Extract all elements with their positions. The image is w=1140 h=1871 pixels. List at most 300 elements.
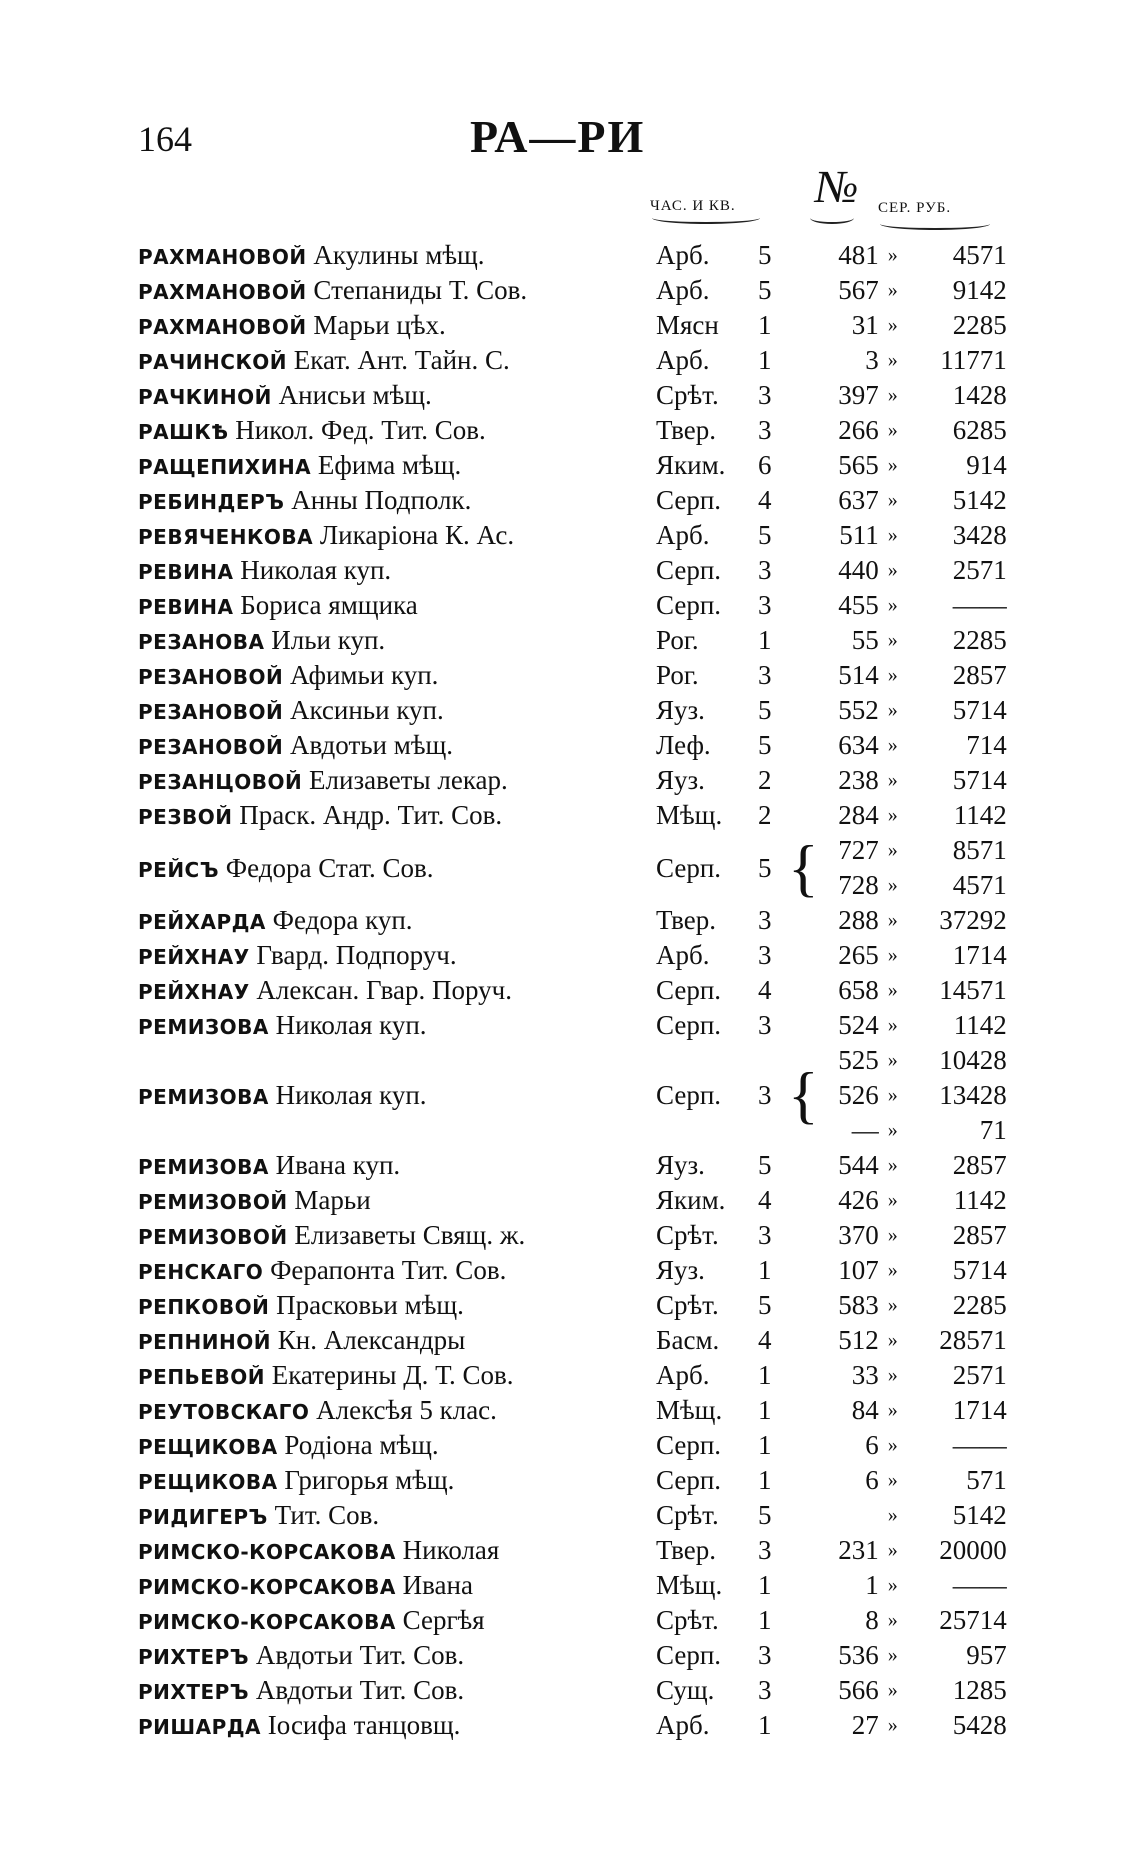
entry-name	[138, 1463, 656, 1498]
entry-quarter: 5	[758, 695, 772, 725]
entry-part: Серп.	[656, 1080, 722, 1110]
separators	[879, 413, 907, 448]
entry-surname: РЕПКОВОЙ	[138, 1295, 270, 1319]
entry-surname: РИШАРДА	[138, 1715, 262, 1739]
entry-numbers	[819, 1463, 879, 1498]
entry-numbers	[819, 1568, 879, 1603]
entry-name	[138, 378, 656, 413]
separator-mark: »	[887, 734, 898, 756]
entry-quarter: 5	[758, 1150, 772, 1180]
entry-surname: РЕЗАНОВОЙ	[138, 665, 284, 689]
separators	[879, 1568, 907, 1603]
entry-numbers	[819, 273, 879, 308]
entry-surname: РЕЙХАРДА	[138, 910, 266, 934]
entry-prices	[907, 1358, 1007, 1393]
entry-number: 266	[838, 415, 879, 445]
entry-quarter: 1	[758, 1605, 772, 1635]
separators	[879, 623, 907, 658]
curly-brace	[788, 1498, 819, 1533]
entry-number: 514	[838, 660, 879, 690]
entry-surname: РЕЙСЪ	[138, 857, 220, 882]
entry-numbers	[819, 903, 879, 938]
curly-brace	[788, 553, 819, 588]
entry-quarter: 1	[758, 345, 772, 375]
curly-brace	[788, 1568, 819, 1603]
entry-surname: РЕЩИКОВА	[138, 1470, 278, 1494]
separator-mark: »	[887, 1679, 898, 1701]
entry-price: 1714	[952, 1395, 1007, 1425]
entry-number: 107	[838, 1255, 879, 1285]
entry-prices	[907, 1253, 1007, 1288]
entry-prices	[907, 378, 1007, 413]
entry-number: 728	[838, 870, 879, 900]
separator-mark: »	[887, 244, 898, 266]
curly-brace	[788, 238, 819, 273]
entry-name	[138, 763, 656, 798]
table-row	[138, 658, 1007, 693]
separator-mark: »	[887, 1539, 898, 1561]
column-brace	[880, 218, 990, 230]
entry-number: 567	[838, 275, 879, 305]
separators	[879, 378, 907, 413]
entry-surname: РЕМИЗОВОЙ	[138, 1225, 288, 1249]
entry-part: Яуз.	[656, 695, 705, 725]
separators	[879, 1323, 907, 1358]
entry-price: 37292	[939, 905, 1007, 935]
curly-brace	[788, 1673, 819, 1708]
entry-given: Бориса ямщика	[240, 590, 418, 620]
entry-price: 2571	[952, 1360, 1007, 1390]
entry-given: Екат. Ант. Тайн. С.	[293, 345, 510, 375]
entry-number: 634	[838, 730, 879, 760]
table-row	[138, 1008, 1007, 1043]
entry-prices	[907, 273, 1007, 308]
entry-name	[138, 623, 656, 658]
table-row	[138, 1043, 1007, 1148]
entry-part: Серп.	[656, 1640, 722, 1670]
entry-price: 13428	[939, 1080, 1007, 1110]
entry-number: 6	[865, 1430, 879, 1460]
entry-numbers	[819, 1008, 879, 1043]
table-row	[138, 1358, 1007, 1393]
separator-mark: »	[887, 384, 898, 406]
entry-numbers	[819, 763, 879, 798]
separators	[879, 658, 907, 693]
curly-brace	[788, 623, 819, 658]
entry-numbers	[819, 798, 879, 833]
curly-brace	[788, 308, 819, 343]
entry-price: 9142	[952, 275, 1007, 305]
entry-number: 3	[865, 345, 879, 375]
entry-prices	[907, 483, 1007, 518]
entry-name	[138, 1603, 656, 1638]
entry-number: 6	[865, 1465, 879, 1495]
column-brace	[652, 212, 760, 224]
table-row	[138, 1288, 1007, 1323]
entry-quarter: 2	[758, 800, 772, 830]
entry-prices	[907, 1463, 1007, 1498]
entry-part: Яким.	[656, 1185, 726, 1215]
entry-numbers	[819, 1218, 879, 1253]
entry-quarter: 1	[758, 1395, 772, 1425]
entry-part: Яуз.	[656, 1255, 705, 1285]
entry-price: ——	[952, 1570, 1007, 1600]
separator-mark: »	[887, 1014, 898, 1036]
entry-quarter: 3	[758, 1010, 772, 1040]
entry-name	[138, 1498, 656, 1533]
entry-name	[138, 238, 656, 273]
entry-price: 5714	[952, 1255, 1007, 1285]
entry-numbers	[819, 693, 879, 728]
entry-given: Ивана	[402, 1570, 473, 1600]
entry-price: 20000	[939, 1535, 1007, 1565]
separator-mark: »	[887, 874, 898, 896]
curly-brace	[788, 518, 819, 553]
separators	[879, 308, 907, 343]
entry-part: Арб.	[656, 1710, 710, 1740]
entry-surname: РИМСКО-КОРСАКОВА	[138, 1540, 396, 1564]
entry-numbers	[819, 728, 879, 763]
entry-number: 565	[838, 450, 879, 480]
entry-given: Родіона мѣщ.	[284, 1430, 439, 1460]
entry-number: 727	[838, 835, 879, 865]
separators	[879, 1673, 907, 1708]
entry-part: Мясн	[656, 310, 719, 340]
curly-brace	[788, 1603, 819, 1638]
curly-brace	[788, 728, 819, 763]
entry-quarter: 1	[758, 310, 772, 340]
entry-number: 426	[838, 1185, 879, 1215]
curly-brace	[788, 1393, 819, 1428]
entry-numbers	[819, 658, 879, 693]
separators	[879, 1358, 907, 1393]
separator-mark: »	[887, 839, 898, 861]
separators	[879, 518, 907, 553]
table-row	[138, 1183, 1007, 1218]
entry-part: Арб.	[656, 275, 710, 305]
entry-surname: РАЧИНСКОЙ	[138, 350, 288, 374]
entry-part: Серп.	[656, 1430, 722, 1460]
entry-number: —	[851, 1115, 879, 1145]
entry-surname: РИМСКО-КОРСАКОВА	[138, 1610, 396, 1634]
separators	[879, 1603, 907, 1638]
curly-brace	[788, 938, 819, 973]
entry-numbers	[819, 1148, 879, 1183]
entry-prices	[907, 1043, 1007, 1148]
entry-number: 27	[851, 1710, 879, 1740]
entry-given: Авдотьи мѣщ.	[289, 730, 454, 760]
table-row	[138, 728, 1007, 763]
entry-number: 566	[838, 1675, 879, 1705]
entry-name	[138, 658, 656, 693]
entry-surname: РАЩЕПИХИНА	[138, 455, 312, 479]
separator-mark: »	[887, 279, 898, 301]
entry-price: 714	[966, 730, 1007, 760]
entry-surname: РЕЗВОЙ	[138, 805, 233, 829]
entry-quarter: 5	[758, 730, 772, 760]
separators	[879, 903, 907, 938]
entry-name	[138, 973, 656, 1008]
separators	[879, 728, 907, 763]
entry-prices	[907, 1673, 1007, 1708]
entry-prices	[907, 693, 1007, 728]
entry-prices	[907, 1183, 1007, 1218]
table-row	[138, 1218, 1007, 1253]
entry-numbers	[819, 1393, 879, 1428]
entry-numbers	[819, 1638, 879, 1673]
table-row	[138, 1498, 1007, 1533]
entry-numbers	[819, 1323, 879, 1358]
curly-brace	[788, 693, 819, 728]
separator-mark: »	[887, 454, 898, 476]
table-row	[138, 1323, 1007, 1358]
table-row	[138, 1638, 1007, 1673]
curly-brace	[788, 973, 819, 1008]
table-row	[138, 798, 1007, 833]
entry-given: Аксиньи куп.	[289, 695, 444, 725]
entry-price: 2857	[952, 1150, 1007, 1180]
separator-mark: »	[887, 769, 898, 791]
separator-mark: »	[887, 944, 898, 966]
entry-prices	[907, 1393, 1007, 1428]
entry-number: 481	[838, 240, 879, 270]
entry-prices	[907, 938, 1007, 973]
table-row	[138, 378, 1007, 413]
table-row	[138, 973, 1007, 1008]
entry-part: Яким.	[656, 450, 726, 480]
entry-quarter: 5	[758, 275, 772, 305]
separators	[879, 1428, 907, 1463]
table-row	[138, 238, 1007, 273]
entry-part: Серп.	[656, 975, 722, 1005]
entry-numbers	[819, 1253, 879, 1288]
register-table	[138, 238, 1007, 1743]
table-row	[138, 1603, 1007, 1638]
table-row	[138, 308, 1007, 343]
entry-numbers	[819, 553, 879, 588]
entry-given: Ефима мѣщ.	[317, 450, 462, 480]
entry-name	[138, 1673, 656, 1708]
entry-surname: РАХМАНОВОЙ	[138, 245, 307, 269]
entry-quarter: 4	[758, 485, 772, 515]
entry-name	[138, 553, 656, 588]
entry-name	[138, 1218, 656, 1253]
entry-name	[138, 1708, 656, 1743]
separator-mark: »	[887, 1049, 898, 1071]
entry-given: Авдотьи Тит. Сов.	[255, 1675, 465, 1705]
separator-mark: »	[887, 1504, 898, 1526]
entry-name	[138, 483, 656, 518]
entry-price: 5714	[952, 765, 1007, 795]
separators	[879, 448, 907, 483]
entry-number: 238	[838, 765, 879, 795]
entry-prices	[907, 588, 1007, 623]
entry-prices	[907, 413, 1007, 448]
curly-brace	[788, 1708, 819, 1743]
curly-brace	[788, 483, 819, 518]
entry-number	[819, 1498, 879, 1533]
entry-given: Федора Стат. Сов.	[225, 852, 434, 883]
curly-brace	[788, 1008, 819, 1043]
entry-part: Срѣт.	[656, 1220, 719, 1250]
entry-given: Афимьи куп.	[289, 660, 439, 690]
entry-numbers	[819, 483, 879, 518]
entry-numbers	[819, 448, 879, 483]
entry-name	[138, 1183, 656, 1218]
entry-prices	[907, 763, 1007, 798]
entry-name	[138, 1008, 656, 1043]
table-row	[138, 1428, 1007, 1463]
entry-number: 397	[838, 380, 879, 410]
entry-price: 6285	[952, 415, 1007, 445]
entry-price: 2857	[952, 1220, 1007, 1250]
curly-brace	[788, 1463, 819, 1498]
entry-part: Срѣт.	[656, 1500, 719, 1530]
entry-part: Срѣт.	[656, 380, 719, 410]
table-row	[138, 1253, 1007, 1288]
entry-number: 658	[838, 975, 879, 1005]
entry-numbers	[819, 1183, 879, 1218]
separators	[879, 553, 907, 588]
entry-part: Срѣт.	[656, 1290, 719, 1320]
separators	[879, 1393, 907, 1428]
entry-price: ——	[952, 1430, 1007, 1460]
separators	[879, 1463, 907, 1498]
entry-surname: РЕМИЗОВА	[138, 1085, 269, 1109]
entry-given: Алексѣя 5 клас.	[316, 1395, 497, 1425]
entry-number: 512	[838, 1325, 879, 1355]
entry-surname: РЕЗАНЦОВОЙ	[138, 770, 303, 794]
entry-given: Николая	[402, 1535, 500, 1565]
entry-part: Серп.	[656, 485, 722, 515]
separators	[879, 588, 907, 623]
entry-price: 957	[966, 1640, 1007, 1670]
separators	[879, 1008, 907, 1043]
entry-price: 28571	[939, 1325, 1007, 1355]
entry-prices	[907, 1533, 1007, 1568]
entry-prices	[907, 553, 1007, 588]
separator-mark: »	[887, 1609, 898, 1631]
entry-prices	[907, 1498, 1007, 1533]
entry-given: Праск. Андр. Тит. Сов.	[239, 800, 503, 830]
entry-price: 4571	[952, 870, 1007, 900]
entry-numbers	[819, 973, 879, 1008]
column-header-number: №	[815, 161, 859, 212]
curly-brace: {	[788, 1059, 819, 1131]
entry-quarter: 5	[758, 852, 772, 883]
entry-price: 1142	[953, 800, 1007, 830]
entry-number: 455	[838, 590, 879, 620]
entry-price: 1428	[952, 380, 1007, 410]
entry-price: 25714	[939, 1605, 1007, 1635]
entry-surname: РАШКѢ	[138, 420, 229, 444]
separator-mark: »	[887, 524, 898, 546]
entry-prices	[907, 343, 1007, 378]
entry-quarter: 3	[758, 590, 772, 620]
column-brace	[810, 212, 854, 224]
separators	[879, 1148, 907, 1183]
separator-mark: »	[887, 1119, 898, 1141]
separators	[879, 833, 907, 903]
entry-name	[138, 798, 656, 833]
separator-mark: »	[887, 1294, 898, 1316]
entry-surname: РЕЙХНАУ	[138, 945, 250, 969]
entry-name	[138, 1428, 656, 1463]
entry-given: Елизаветы Свящ. ж.	[294, 1220, 526, 1250]
entry-part: Срѣт.	[656, 1605, 719, 1635]
entry-name	[138, 833, 656, 903]
entry-quarter: 3	[758, 940, 772, 970]
entry-surname: РЕЩИКОВА	[138, 1435, 278, 1459]
curly-brace	[788, 343, 819, 378]
separator-mark: »	[887, 1329, 898, 1351]
entry-price: 2857	[952, 660, 1007, 690]
table-row	[138, 1708, 1007, 1743]
entry-part: Рог.	[656, 660, 699, 690]
entry-prices	[907, 1323, 1007, 1358]
curly-brace	[788, 413, 819, 448]
separators	[879, 1498, 907, 1533]
entry-prices	[907, 798, 1007, 833]
separator-mark: »	[887, 314, 898, 336]
entry-price: 14571	[939, 975, 1007, 1005]
entry-name	[138, 1358, 656, 1393]
entry-quarter: 5	[758, 1500, 772, 1530]
entry-part: Яуз.	[656, 765, 705, 795]
entry-numbers	[819, 1708, 879, 1743]
curly-brace	[788, 763, 819, 798]
entry-numbers	[819, 1498, 879, 1533]
entry-surname: РИХТЕРЪ	[138, 1645, 250, 1669]
entry-surname: РИМСКО-КОРСАКОВА	[138, 1575, 396, 1599]
separators	[879, 973, 907, 1008]
entry-prices	[907, 1218, 1007, 1253]
entry-given: Марьи цѣх.	[313, 310, 446, 340]
table-row	[138, 1148, 1007, 1183]
entry-numbers	[819, 588, 879, 623]
entry-price: ——	[952, 590, 1007, 620]
entry-name	[138, 413, 656, 448]
entry-part: Мѣщ.	[656, 800, 723, 830]
entry-quarter: 1	[758, 625, 772, 655]
entry-quarter: 4	[758, 975, 772, 1005]
entry-surname: РЕБИНДЕРЪ	[138, 490, 285, 514]
entry-part: Арб.	[656, 1360, 710, 1390]
entry-surname: РЕМИЗОВОЙ	[138, 1190, 288, 1214]
separators	[879, 1533, 907, 1568]
entry-part: Серп.	[656, 590, 722, 620]
entry-quarter: 6	[758, 450, 772, 480]
entry-surname: РЕВЯЧЕНКОВА	[138, 525, 314, 549]
entry-given: Николая куп.	[275, 1010, 427, 1040]
entry-numbers	[819, 938, 879, 973]
entry-quarter: 4	[758, 1185, 772, 1215]
curly-brace	[788, 1358, 819, 1393]
entry-price: 1142	[953, 1010, 1007, 1040]
separator-mark: »	[887, 1259, 898, 1281]
entry-name	[138, 1148, 656, 1183]
curly-brace	[788, 1288, 819, 1323]
separator-mark: »	[887, 804, 898, 826]
entry-price: 2285	[952, 625, 1007, 655]
entry-quarter: 1	[758, 1360, 772, 1390]
entry-number: 55	[851, 625, 879, 655]
entry-name	[138, 343, 656, 378]
entry-prices	[907, 623, 1007, 658]
curly-brace	[788, 1218, 819, 1253]
separator-mark: »	[887, 419, 898, 441]
entry-numbers	[819, 343, 879, 378]
